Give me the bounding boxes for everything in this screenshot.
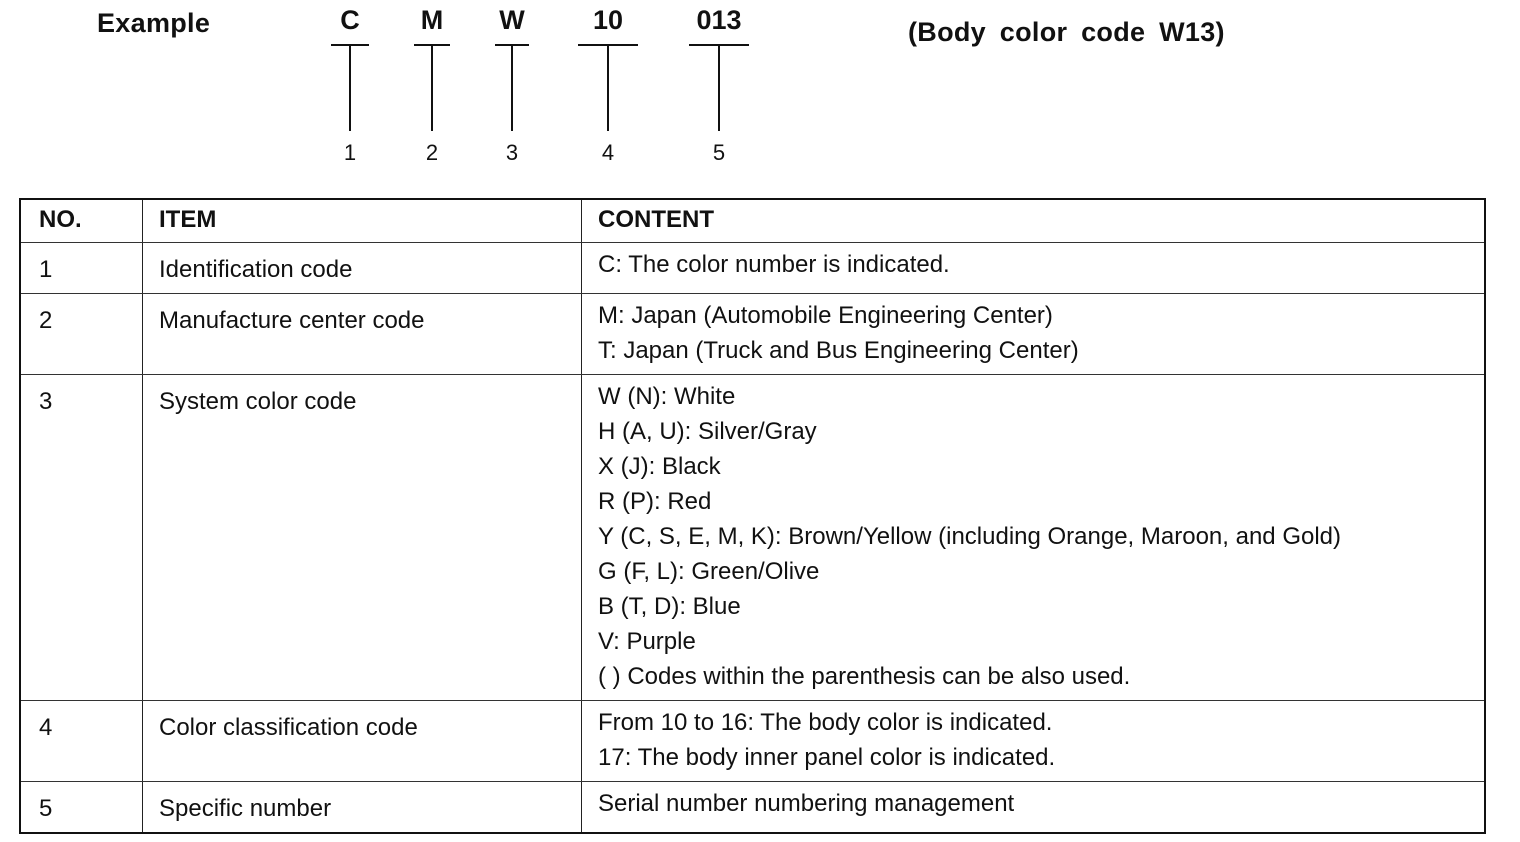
content-line: X (J): Black: [598, 452, 721, 480]
content-line: From 10 to 16: The body color is indicated.: [598, 708, 1053, 736]
code-segment: M: [420, 5, 444, 35]
table-row: [20, 293, 1485, 374]
code-segment: 10: [592, 5, 624, 35]
body-color-note: (Body color code W13): [908, 17, 1225, 47]
content-line: Serial number numbering management: [598, 789, 1015, 817]
table-row: [20, 242, 1485, 293]
content-line: G (F, L): Green/Olive: [598, 557, 820, 585]
table-row: [20, 700, 1485, 781]
content-line: C: The color number is indicated.: [598, 250, 950, 278]
code-segment: 013: [696, 5, 742, 35]
content-line: ( ) Codes within the parenthesis can be also used.: [598, 662, 1131, 690]
code-part-1: [331, 5, 369, 175]
row-content: [582, 293, 1486, 374]
row-no: 1: [20, 242, 143, 293]
table-row: [20, 374, 1485, 700]
content-line: R (P): Red: [598, 487, 712, 515]
color-code-table: [19, 198, 1486, 834]
row-no: 4: [20, 700, 143, 781]
header-item: ITEM: [143, 199, 582, 242]
content-line: Y (C, S, E, M, K): Brown/Yellow (including Orange, Maroon, and Gold): [598, 522, 1342, 550]
code-leader-line: [607, 44, 609, 131]
table-header-row: [20, 199, 1485, 242]
header-content: CONTENT: [582, 199, 1486, 242]
row-item: Identification code: [143, 242, 582, 293]
row-content: [582, 374, 1486, 700]
code-part-2: [414, 5, 450, 175]
code-leader-line: [511, 44, 513, 131]
row-content: [582, 242, 1486, 293]
header-no: NO.: [20, 199, 143, 242]
code-leader-line: [349, 44, 351, 131]
row-item: System color code: [143, 374, 582, 700]
row-no: 5: [20, 781, 143, 833]
content-line: V: Purple: [598, 627, 696, 655]
content-line: B (T, D): Blue: [598, 592, 741, 620]
code-segment: C: [340, 5, 360, 35]
row-content: [582, 700, 1486, 781]
row-item: Color classification code: [143, 700, 582, 781]
code-part-number: 1: [343, 140, 357, 165]
content-line: W (N): White: [598, 382, 736, 410]
row-content: [582, 781, 1486, 833]
code-segment: W: [499, 5, 525, 35]
code-part-number: 3: [505, 140, 519, 165]
code-part-number: 2: [425, 140, 439, 165]
code-leader-line: [718, 44, 720, 131]
code-part-number: 5: [712, 140, 726, 165]
row-item: Specific number: [143, 781, 582, 833]
code-part-number: 4: [601, 140, 615, 165]
row-no: 2: [20, 293, 143, 374]
table-row: [20, 781, 1485, 833]
code-leader-line: [431, 44, 433, 131]
code-part-5: [689, 5, 749, 175]
content-line: M: Japan (Automobile Engineering Center): [598, 301, 1053, 329]
code-part-4: [578, 5, 638, 175]
content-line: T: Japan (Truck and Bus Engineering Center): [598, 336, 1079, 364]
code-part-3: [495, 5, 529, 175]
content-line: 17: The body inner panel color is indicated.: [598, 743, 1056, 771]
example-label: Example: [97, 8, 211, 38]
row-item: Manufacture center code: [143, 293, 582, 374]
row-no: 3: [20, 374, 143, 700]
content-line: H (A, U): Silver/Gray: [598, 417, 817, 445]
